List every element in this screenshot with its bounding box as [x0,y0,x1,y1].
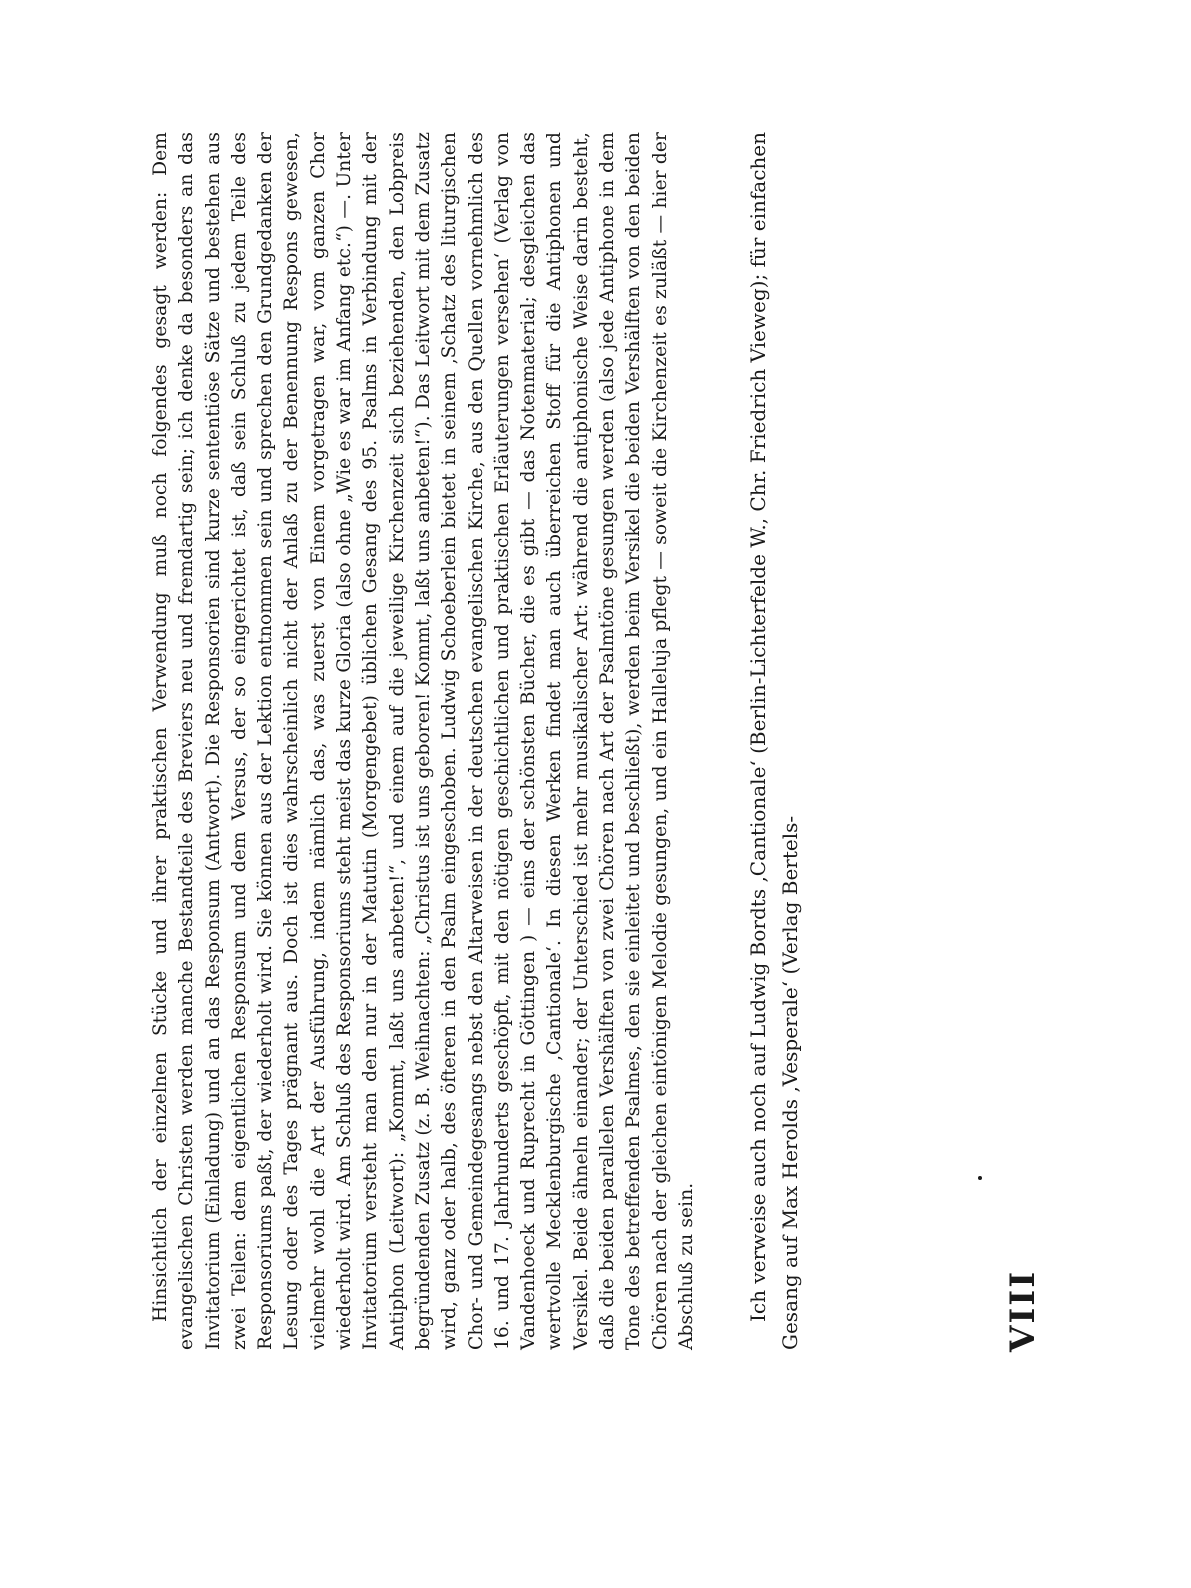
reference-paragraph: Ich verweise auch noch auf Ludwig Bordts ‚Cantionale‘ (Berlin-Lichterfelde W., Chr. Friedrich Vieweg); für einfachen Gesang auf Max Herolds ‚Vesperale‘ (Verlag Bertels- [746,132,803,1350]
ink-dot [978,1176,982,1180]
main-paragraph: Hinsichtlich der einzelnen Stücke und ihrer praktischen Verwendung muß noch folgendes gesagt werden: Dem evangelischen Christen werden manche Bestandteile des Breviers neu und fremdartig sein; ich denke da besonders an das Invitatorium (Einladung) und an das Responsum (Antwort). Die Responsorien sind kurze sententiöse Sätze und bestehen aus zwei Teilen: dem eigentlichen Responsum und dem Versus, der so eingerichtet ist, daß sein Schluß zu jedem Teile des Responsoriums paßt, der wiederholt wird. Sie können aus der Lektion entnommen sein und sprechen den Grundgedanken der Lesung oder des Tages prägnant aus. Doch ist dies wahrscheinlich nicht der Anlaß zu der Benennung Respons gewesen, vielmehr wohl die Art der Ausführung, indem nämlich das, was zuerst von Einem vorgetragen war, vom ganzen Chor wiederholt wird. Am Schluß des Responsoriums steht meist das kurze Gloria (also ohne „Wie es war im Anfang etc.“) —. Unter Invitatorium versteht man den nur in der Matutin (Morgengebet) üblichen Gesang des 95. Psalms in Verbindung mit der Antiphon (Leitwort): „Kommt, laßt uns anbeten!“, und einem auf die jeweilige Kirchenzeit sich beziehenden, den Lobpreis begründenden Zusatz (z. B. Weihnachten: „Christus ist uns geboren! Kommt, laßt uns anbeten!“). Das Leitwort mit dem Zusatz wird, ganz oder halb, des öfteren in den Psalm eingeschoben. Ludwig Schoeberlein bietet in seinem ‚Schatz des liturgischen Chor- und Gemeindegesangs nebst den Altarweisen in der deutschen evangelischen Kirche, aus den Quellen vornehmlich des 16. und 17. Jahrhunderts geschöpft, mit den nötigen geschichtlichen und praktischen Erläuterungen versehen‘ (Verlag von Vandenhoeck und Ruprecht in Göttingen ) — eins der schönsten Bücher, die es gibt — das Notenmaterial; desgleichen das wertvolle Mecklenburgische ‚Cantionale‘. In diesen Werken findet man auch überreichen Stoff für die Antiphonen und Versikel. Beide ähneln einander; der Unterschied ist mehr musikalischer Art: während die antiphonische Weise darin besteht, daß die beiden parallelen Vershälften von zwei Chören nach Art der Psalmtöne gesungen werden (also jede Antiphone in dem Tone des betreffenden Psalmes, den sie einleitet und beschließt), werden beim Versikel die beiden Vershälften von den beiden Chören nach der gleichen eintönigen Melodie gesungen, und ein Halleluja pflegt — soweit die Kirchenzeit es zuläßt — hier der Abschluß zu sein. [150,132,697,1350]
page-number: VIII [1003,1269,1043,1352]
text-block [148,132,806,1350]
